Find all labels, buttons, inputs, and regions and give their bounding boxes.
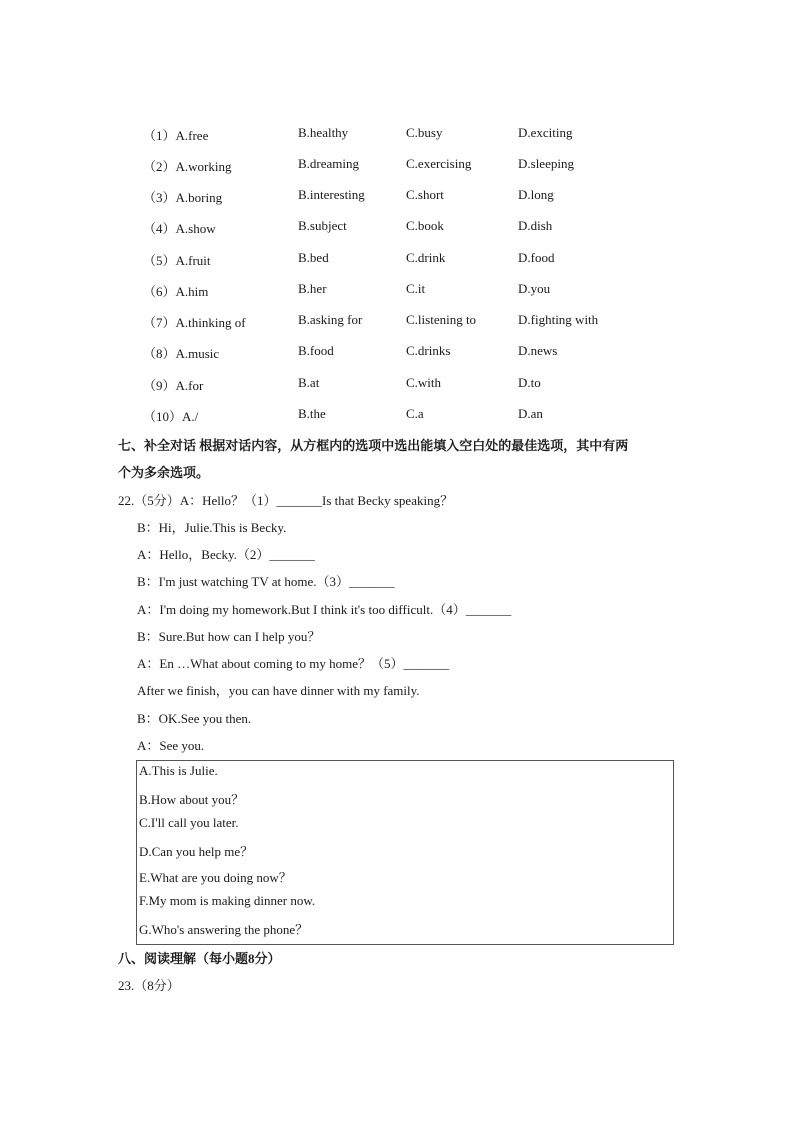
option-c: C.with bbox=[406, 375, 442, 390]
option-a: （6）A.him bbox=[143, 284, 209, 299]
section8-title: 八、阅读理解（每小题8分） bbox=[118, 951, 281, 966]
q22-line: B：I'm just watching TV at home.（3）_______ bbox=[137, 574, 395, 589]
option-c: C.short bbox=[406, 187, 444, 202]
option-row bbox=[0, 250, 794, 270]
box-option: F.My mom is making dinner now. bbox=[139, 893, 316, 908]
option-d: D.you bbox=[518, 281, 551, 296]
q23-label: 23.（8分） bbox=[118, 978, 180, 993]
option-b: B.at bbox=[298, 375, 320, 390]
option-b: B.the bbox=[298, 406, 326, 421]
option-d: D.food bbox=[518, 250, 555, 265]
option-row bbox=[0, 343, 794, 363]
option-d: D.exciting bbox=[518, 125, 573, 140]
option-a: （10）A./ bbox=[143, 409, 199, 424]
option-b: B.dreaming bbox=[298, 156, 360, 171]
option-a: （8）A.music bbox=[143, 346, 220, 361]
option-c: C.exercising bbox=[406, 156, 472, 171]
option-d: D.long bbox=[518, 187, 554, 202]
option-row bbox=[0, 187, 794, 207]
option-b: B.food bbox=[298, 343, 334, 358]
box-option: B.How about you？ bbox=[139, 792, 245, 807]
box-option: G.Who's answering the phone？ bbox=[139, 922, 309, 937]
option-a: （3）A.boring bbox=[143, 190, 223, 205]
q22-line: B：Hi，Julie.This is Becky. bbox=[137, 520, 287, 535]
q22-line: A：See you. bbox=[137, 738, 205, 753]
q22-line: B：Sure.But how can I help you？ bbox=[137, 629, 321, 644]
section7-title-line1: 七、补全对话 根据对话内容，从方框内的选项中选出能填入空白处的最佳选项，其中有两 bbox=[118, 438, 629, 453]
box-option: D.Can you help me？ bbox=[139, 844, 254, 859]
option-b: B.bed bbox=[298, 250, 329, 265]
option-b: B.asking for bbox=[298, 312, 363, 327]
section7-title-line2: 个为多余选项。 bbox=[118, 465, 210, 480]
option-d: D.dish bbox=[518, 218, 553, 233]
option-c: C.a bbox=[406, 406, 424, 421]
option-c: C.busy bbox=[406, 125, 443, 140]
option-a: （2）A.working bbox=[143, 159, 232, 174]
q22-line: A：I'm doing my homework.But I think it's too difficult.（4）_______ bbox=[137, 602, 512, 617]
option-d: D.news bbox=[518, 343, 558, 358]
option-b: B.her bbox=[298, 281, 327, 296]
q22-line: A：Hello，Becky.（2）_______ bbox=[137, 547, 315, 562]
option-d: D.to bbox=[518, 375, 541, 390]
option-row bbox=[0, 375, 794, 395]
option-row bbox=[0, 312, 794, 332]
option-a: （4）A.show bbox=[143, 221, 216, 236]
box-option: A.This is Julie. bbox=[139, 763, 218, 778]
option-a: （1）A.free bbox=[143, 128, 209, 143]
option-d: D.sleeping bbox=[518, 156, 574, 171]
option-c: C.it bbox=[406, 281, 426, 296]
option-c: C.listening to bbox=[406, 312, 477, 327]
box-option: E.What are you doing now？ bbox=[139, 870, 292, 885]
option-d: D.an bbox=[518, 406, 543, 421]
option-c: C.drinks bbox=[406, 343, 451, 358]
option-a: （9）A.for bbox=[143, 378, 204, 393]
q22-line: B：OK.See you then. bbox=[137, 711, 252, 726]
option-b: B.subject bbox=[298, 218, 347, 233]
option-row bbox=[0, 406, 794, 426]
option-row bbox=[0, 281, 794, 301]
option-c: C.drink bbox=[406, 250, 446, 265]
q22-line: A：En …What about coming to my home？（5）_______ bbox=[137, 656, 449, 671]
box-option: C.I'll call you later. bbox=[139, 815, 239, 830]
option-b: B.interesting bbox=[298, 187, 365, 202]
option-row bbox=[0, 218, 794, 238]
option-row bbox=[0, 125, 794, 145]
option-a: （7）A.thinking of bbox=[143, 315, 246, 330]
option-b: B.healthy bbox=[298, 125, 349, 140]
q22-line: After we finish，you can have dinner with my family. bbox=[137, 683, 420, 698]
option-c: C.book bbox=[406, 218, 444, 233]
option-a: （5）A.fruit bbox=[143, 253, 211, 268]
option-d: D.fighting with bbox=[518, 312, 599, 327]
option-row bbox=[0, 156, 794, 176]
q22-line: 22.（5分）A：Hello？（1）_______Is that Becky speaking？ bbox=[118, 493, 454, 508]
